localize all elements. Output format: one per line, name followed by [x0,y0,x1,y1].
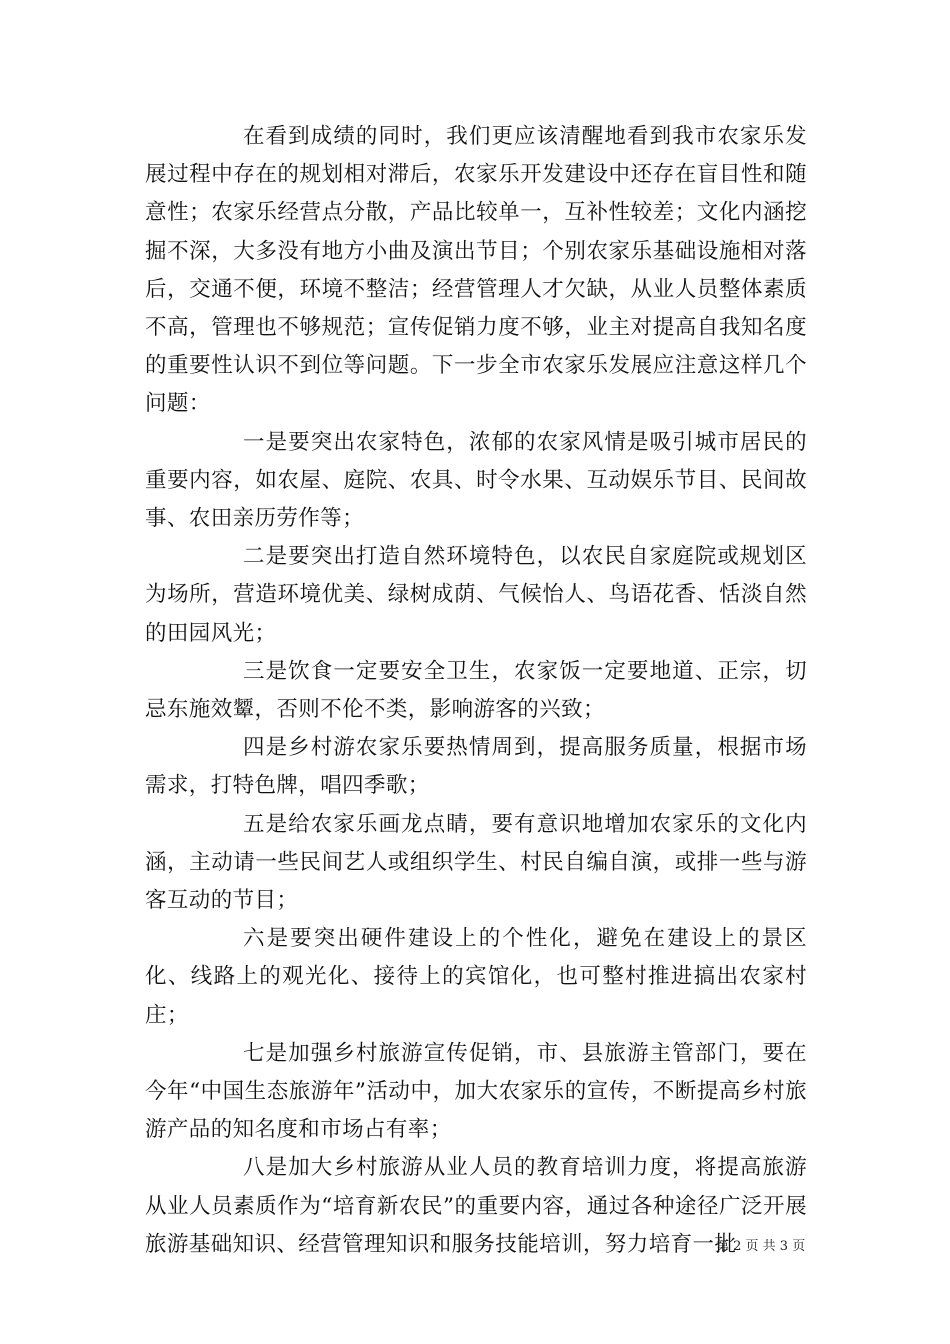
paragraph-item-3: 三是饮食一定要安全卫生，农家饭一定要地道、正宗，切忌东施效颦，否则不伦不类，影响游客的兴致； [145,658,807,723]
paragraph-item-7: 七是加强乡村旅游宣传促销，市、县旅游主管部门，要在今年“中国生态旅游年”活动中，加大农家乐的宣传，不断提高乡村旅游产品的知名度和市场占有率； [145,1040,807,1143]
page-number: 第 2 页 共 3 页 [716,1239,806,1254]
paragraph-intro: 在看到成绩的同时，我们更应该清醒地看到我市农家乐发展过程中存在的规划相对滞后，农家乐开发建设中还存在盲目性和随意性；农家乐经营点分散，产品比较单一，互补性较差；文化内涵挖掘不深，大多没有地方小曲及演出节目；个别农家乐基础设施相对落后，交通不便，环境不整洁；经营管理人才欠缺，从业人员整体素质不高，管理也不够规范；宣传促销力度不够，业主对提高自我知名度的重要性认识不到位等问题。下一步全市农家乐发展应注意这样几个问题： [145,124,807,417]
document-body [145,118,807,1264]
paragraph-item-5: 五是给农家乐画龙点睛，要有意识地增加农家乐的文化内涵，主动请一些民间艺人或组织学生、村民自编自演，或排一些与游客互动的节目； [145,811,807,914]
paragraph-item-6: 六是要突出硬件建设上的个性化，避免在建设上的景区化、线路上的观光化、接待上的宾馆化，也可整村推进搞出农家村庄； [145,926,807,1028]
paragraph-item-4: 四是乡村游农家乐要热情周到，提高服务质量，根据市场需求，打特色牌，唱四季歌； [145,735,807,799]
paragraph-item-8: 八是加大乡村旅游从业人员的教育培训力度，将提高旅游从业人员素质作为“培育新农民”的重要内容，通过各种途径广泛开展旅游基础知识、经营管理知识和服务技能培训，努力培育一批 [145,1155,807,1257]
paragraph-item-2: 二是要突出打造自然环境特色，以农民自家庭院或规划区为场所，营造环境优美、绿树成荫、气候怡人、鸟语花香、恬淡自然的田园风光； [145,544,807,646]
paragraph-item-1: 一是要突出农家特色，浓郁的农家风情是吸引城市居民的重要内容，如农屋、庭院、农具、时令水果、互动娱乐节目、民间故事、农田亲历劳作等； [145,429,807,532]
